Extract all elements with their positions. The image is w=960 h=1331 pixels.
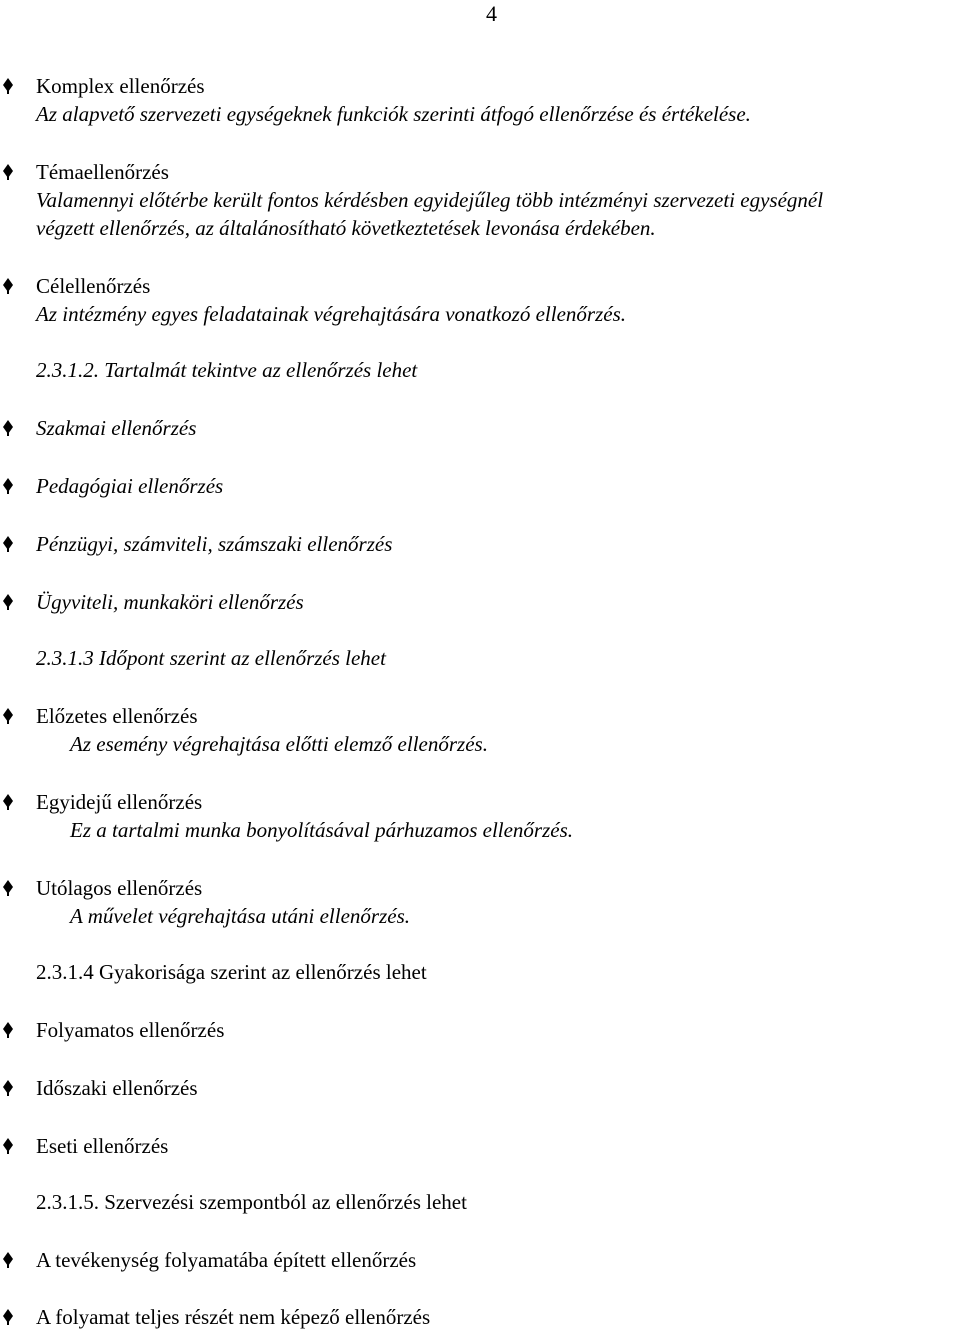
diamond-bullet-icon — [2, 1079, 14, 1097]
egyideju-description: Ez a tartalmi munka bonyolításával párhuzamos ellenőrzés. — [70, 818, 574, 842]
list-item-eseti: Eseti ellenőrzés — [36, 1134, 169, 1158]
list-item-folyamatba-epitett: A tevékenység folyamatába épített ellenőrzés — [36, 1248, 417, 1272]
tema-description-line-2: végzett ellenőrzés, az általánosítható következtetések levonása érdekében. — [36, 216, 656, 240]
diamond-bullet-icon — [2, 535, 14, 553]
diamond-bullet-icon — [2, 879, 14, 897]
diamond-bullet-icon — [2, 477, 14, 495]
diamond-bullet-icon — [2, 707, 14, 725]
diamond-bullet-icon — [2, 1137, 14, 1155]
elozetes-title: Előzetes ellenőrzés — [36, 704, 198, 728]
cel-title: Célellenőrzés — [36, 274, 151, 298]
tema-title: Témaellenőrzés — [36, 160, 169, 184]
list-item-idoszaki: Időszaki ellenőrzés — [36, 1076, 198, 1100]
cel-description: Az intézmény egyes feladatainak végrehajtására vonatkozó ellenőrzés. — [36, 302, 626, 326]
list-item-szakmai: Szakmai ellenőrzés — [36, 416, 197, 440]
list-item-ugyviteli: Ügyviteli, munkaköri ellenőrzés — [36, 590, 304, 614]
list-item-pedagogiai: Pedagógiai ellenőrzés — [36, 474, 224, 498]
diamond-bullet-icon — [2, 77, 14, 95]
diamond-bullet-icon — [2, 1021, 14, 1039]
egyideju-title: Egyidejű ellenőrzés — [36, 790, 203, 814]
heading-tartalmat: 2.3.1.2. Tartalmát tekintve az ellenőrzés lehet — [36, 358, 418, 382]
list-item-nem-kepezo: A folyamat teljes részét nem képező ellenőrzés — [36, 1305, 431, 1329]
heading-idopont: 2.3.1.3 Időpont szerint az ellenőrzés lehet — [36, 646, 386, 670]
diamond-bullet-icon — [2, 593, 14, 611]
heading-szervezesi: 2.3.1.5. Szervezési szempontból az ellenőrzés lehet — [36, 1190, 467, 1214]
komplex-description: Az alapvető szervezeti egységeknek funkciók szerinti átfogó ellenőrzése és értékelése. — [36, 102, 751, 126]
utolagos-title: Utólagos ellenőrzés — [36, 876, 203, 900]
diamond-bullet-icon — [2, 163, 14, 181]
diamond-bullet-icon — [2, 419, 14, 437]
list-item-penzugyi: Pénzügyi, számviteli, számszaki ellenőrzés — [36, 532, 393, 556]
utolagos-description: A művelet végrehajtása utáni ellenőrzés. — [70, 904, 411, 928]
komplex-title: Komplex ellenőrzés — [36, 74, 205, 98]
elozetes-description: Az esemény végrehajtása előtti elemző ellenőrzés. — [70, 732, 488, 756]
diamond-bullet-icon — [2, 793, 14, 811]
tema-description-line-1: Valamennyi előtérbe került fontos kérdésben egyidejűleg több intézményi szervezeti egységnél — [36, 188, 824, 212]
diamond-bullet-icon — [2, 1308, 14, 1326]
page-number: 4 — [486, 1, 497, 26]
list-item-folyamatos: Folyamatos ellenőrzés — [36, 1018, 225, 1042]
diamond-bullet-icon — [2, 277, 14, 295]
heading-gyakorisag: 2.3.1.4 Gyakorisága szerint az ellenőrzés lehet — [36, 960, 427, 984]
diamond-bullet-icon — [2, 1251, 14, 1269]
